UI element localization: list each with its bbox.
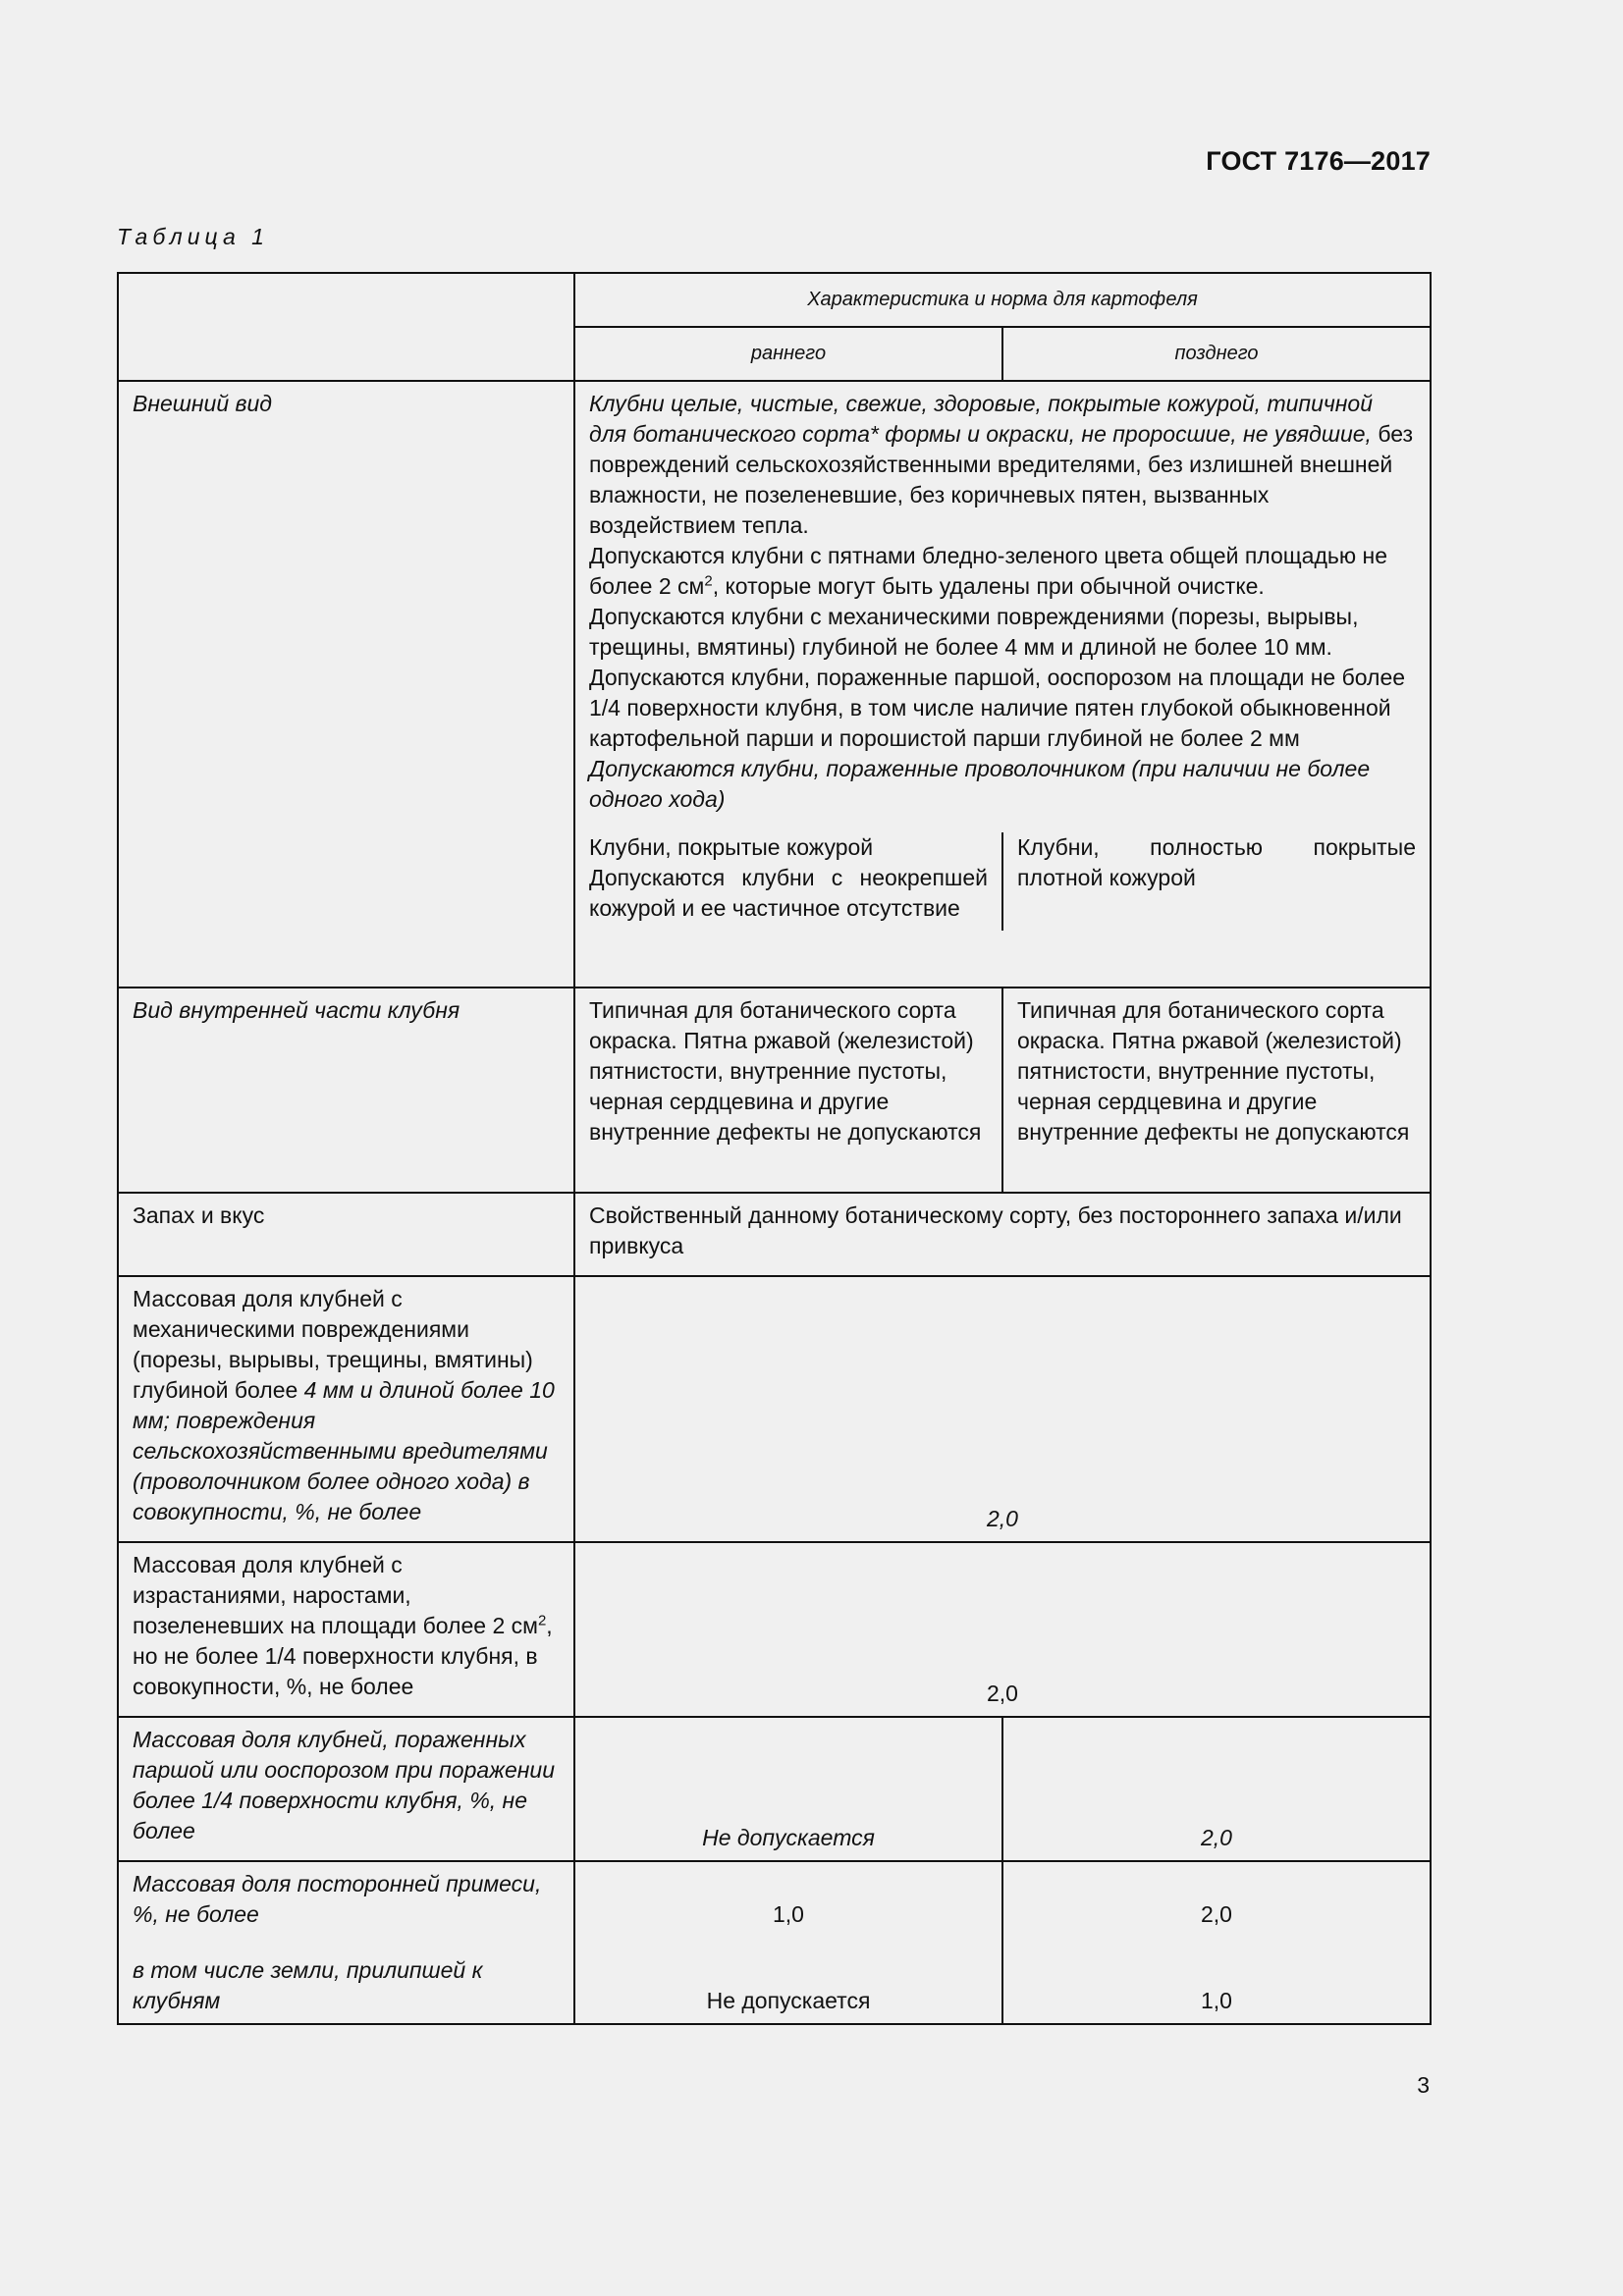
appearance-p2a: Допускаются клубни с пятнами бледно-зеленого цвета общей площадью не более 2 см [589, 543, 1387, 599]
row-label-appearance: Внешний вид [118, 381, 574, 988]
sprouts-label-a: Массовая доля клубней с израстаниями, наростами, позеленевших на площади более 2 см [133, 1552, 538, 1638]
table-row [118, 1193, 1431, 1276]
row-label-inner: Вид внутренней части клубня [118, 988, 574, 1193]
appearance-early [575, 832, 1003, 931]
appearance-split [575, 832, 1430, 931]
inner-late: Типичная для ботанического сорта окраска. Пятна ржавой (железистой) пятнистости, внутренние пустоты, черная сердцевина и другие внутренние дефекты не допускаются [1002, 988, 1431, 1193]
row-label-smell: Запах и вкус [118, 1193, 574, 1276]
document-code: ГОСТ 7176—2017 [1206, 146, 1431, 176]
requirements-table [117, 272, 1432, 2025]
table-caption: Таблица 1 [117, 224, 269, 249]
soil-late: 1,0 [1002, 1947, 1431, 2024]
table-row [118, 1542, 1431, 1717]
table-header-row [118, 273, 1431, 327]
smell-value: Свойственный данному ботаническому сорту, без постороннего запаха и/или привкуса [574, 1193, 1431, 1276]
appearance-p4: Допускаются клубни, пораженные паршой, ооспорозом на площади не более 1/4 поверхности клубня, в том числе наличие пятен глубокой обыкновенной картофельной парши и порошистой парши глубиной не более 2 мм [589, 665, 1406, 751]
appearance-p2b: , которые могут быть удалены при обычной очистке. [712, 573, 1265, 599]
impurity-late: 2,0 [1002, 1861, 1431, 1947]
appearance-early-1: Клубни, покрытые кожурой [589, 834, 874, 860]
appearance-p3: Допускаются клубни с механическими повреждениями (порезы, вырывы, трещины, вмятины) глубиной не более 4 мм и длиной не более 10 мм. [589, 604, 1359, 660]
header-empty-cell [118, 273, 574, 381]
row-label-soil: в том числе земли, прилипшей к клубням [118, 1947, 574, 2024]
row-label-scab: Массовая доля клубней, пораженных паршой или ооспорозом при поражении более 1/4 поверхности клубня, %, не более [118, 1717, 574, 1861]
appearance-late-1: Клубни, полностью покрытые плотной кожурой [1017, 834, 1416, 890]
table-row [118, 1861, 1431, 1947]
row-label-impurity: Массовая доля посторонней примеси, %, не более [118, 1861, 574, 1947]
table-row [118, 1717, 1431, 1861]
scab-late: 2,0 [1002, 1717, 1431, 1861]
row-label-sprouts [118, 1542, 574, 1717]
appearance-early-2: Допускаются клубни с неокрепшей кожурой и ее частичное отсутствие [589, 865, 988, 921]
mech-label-normal: Массовая доля клубней с механическими повреждениями (порезы, вырывы, трещины, вмятины) глубиной более [133, 1286, 533, 1403]
header-group: Характеристика и норма для картофеля [574, 273, 1431, 327]
scab-early: Не допускается [574, 1717, 1002, 1861]
mech-label-italic: 4 мм и длиной более 10 мм; повреждения сельскохозяйственными вредителями (проволочником более одного хода) в совокупности, %, не более [133, 1377, 555, 1524]
sprouts-label-sup: 2 [537, 1612, 547, 1629]
sprouts-value: 2,0 [574, 1542, 1431, 1717]
soil-early: Не допускается [574, 1947, 1002, 2024]
header-late: позднего [1002, 327, 1431, 381]
table-row [118, 1276, 1431, 1542]
page-number: 3 [1417, 2072, 1430, 2098]
appearance-late [1003, 832, 1430, 931]
row-label-mech [118, 1276, 574, 1542]
appearance-p1-normal: без повреждений сельскохозяйственными вредителями, без излишней внешней влажности, не позеленевшие, без коричневых пятен, вызванных воздействием тепла. [589, 421, 1414, 538]
mech-value: 2,0 [574, 1276, 1431, 1542]
table-row [118, 1947, 1431, 2024]
appearance-content [574, 381, 1431, 988]
appearance-p2-sup: 2 [704, 572, 713, 590]
appearance-p5: Допускаются клубни, пораженные проволочником (при наличии не более одного хода) [589, 756, 1371, 812]
table-row [118, 988, 1431, 1193]
inner-early: Типичная для ботанического сорта окраска. Пятна ржавой (железистой) пятнистости, внутренние пустоты, черная сердцевина и другие внутренние дефекты не допускаются [574, 988, 1002, 1193]
sprouts-label-b: , но не более 1/4 поверхности клубня, в совокупности, %, не более [133, 1613, 553, 1699]
appearance-p1-italic: Клубни целые, чистые, свежие, здоровые, покрытые кожурой, типичной для ботанического сорта* формы и окраски, не проросшие, не увядшие, [589, 391, 1374, 447]
impurity-early: 1,0 [574, 1861, 1002, 1947]
table-row [118, 381, 1431, 988]
header-early: раннего [574, 327, 1002, 381]
